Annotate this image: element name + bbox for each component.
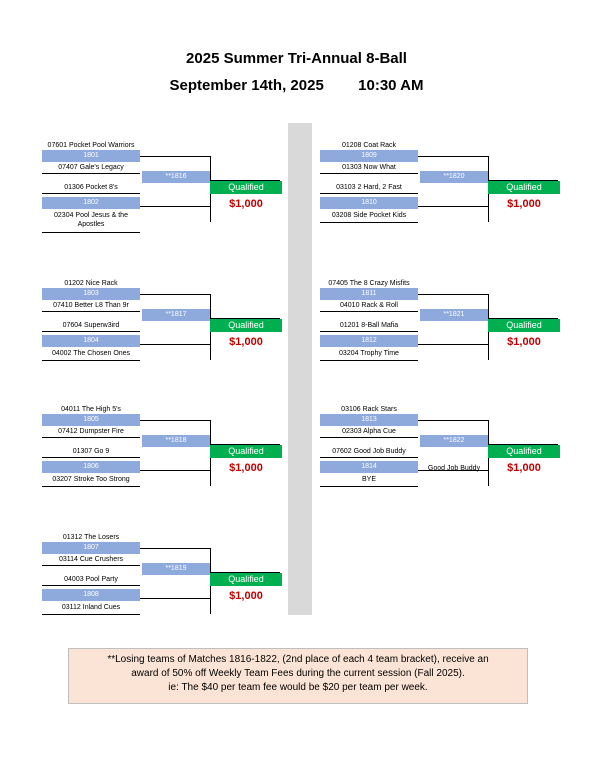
bracket-line xyxy=(418,206,488,207)
match-number: 1811 xyxy=(320,288,418,300)
bracket-line xyxy=(210,206,211,222)
team-name: 03204 Trophy Time xyxy=(320,347,418,361)
match-number: 1803 xyxy=(42,288,140,300)
bracket-line xyxy=(140,420,210,421)
team-name: 04002 The Chosen Ones xyxy=(42,347,140,361)
team-name: 07604 Superw3ird xyxy=(42,320,140,332)
team-name: 07602 Good Job Buddy xyxy=(320,446,418,458)
team-name: 07412 Dumpster Fire xyxy=(42,426,140,438)
bracket-line xyxy=(488,344,489,360)
prize-amount: $1,000 xyxy=(229,198,263,210)
team-name: 03106 Rack Stars xyxy=(320,404,418,416)
team-name: 03207 Stroke Too Strong xyxy=(42,473,140,487)
footnote-line-3: ie: The $40 per team fee would be $20 per team per week. xyxy=(168,682,428,693)
match-number: 1812 xyxy=(320,335,418,347)
team-name: 07407 Gale's Legacy xyxy=(42,162,140,174)
bracket-line xyxy=(140,548,210,549)
center-divider xyxy=(288,123,312,615)
bracket-line xyxy=(140,294,210,295)
qualified-badge: Qualified xyxy=(488,445,560,458)
team-name: BYE xyxy=(320,473,418,487)
bracket-line xyxy=(210,344,211,360)
match-number: 1808 xyxy=(42,589,140,601)
page-subtitle xyxy=(0,77,593,94)
team-name: 01303 Now What xyxy=(320,162,418,174)
footnote-line-2: award of 50% off Weekly Team Fees during the current session (Fall 2025). xyxy=(131,668,465,679)
match-number: 1805 xyxy=(42,414,140,426)
prize-amount: $1,000 xyxy=(507,462,541,474)
team-name: 03114 Cue Crushers xyxy=(42,554,140,566)
winner-match-number: **1817 xyxy=(142,309,210,321)
team-name: 04011 The High 5's xyxy=(42,404,140,416)
qualified-badge: Qualified xyxy=(488,319,560,332)
bracket-line xyxy=(140,156,210,157)
team-name: 01306 Pocket 8's xyxy=(42,182,140,194)
prize-amount: $1,000 xyxy=(229,462,263,474)
qualified-badge: Qualified xyxy=(210,573,282,586)
team-name: 01202 Nice Rack xyxy=(42,278,140,290)
winner-match-number: **1816 xyxy=(142,171,210,183)
footnote-line-1: **Losing teams of Matches 1816-1822, (2nd place of each 4 team bracket), receive an xyxy=(107,654,489,665)
prize-amount: $1,000 xyxy=(229,336,263,348)
team-name: 03103 2 Hard, 2 Fast xyxy=(320,182,418,194)
prize-amount: $1,000 xyxy=(507,198,541,210)
qualified-badge: Qualified xyxy=(210,319,282,332)
match-number: 1804 xyxy=(42,335,140,347)
winner-match-number: **1818 xyxy=(142,435,210,447)
team-name: 07405 The 8 Crazy Misfits xyxy=(320,278,418,290)
advancing-team: Good Job Buddy xyxy=(427,465,481,472)
bracket-line xyxy=(418,344,488,345)
team-name: 07410 Better L8 Than 9r xyxy=(42,300,140,312)
match-number: 1813 xyxy=(320,414,418,426)
qualified-badge: Qualified xyxy=(210,445,282,458)
bracket-line xyxy=(488,206,489,222)
team-name: 01201 8-Ball Mafia xyxy=(320,320,418,332)
bracket-line xyxy=(210,598,211,614)
team-name: 04003 Pool Party xyxy=(42,574,140,586)
match-number: 1810 xyxy=(320,197,418,209)
page-title: 2025 Summer Tri-Annual 8-Ball xyxy=(186,50,407,67)
bracket-line xyxy=(488,470,489,486)
event-time: 10:30 AM xyxy=(358,77,424,94)
team-name: 01208 Coat Rack xyxy=(320,140,418,152)
team-name: 04010 Rack & Roll xyxy=(320,300,418,312)
bracket-line xyxy=(418,294,488,295)
footnote-box xyxy=(68,648,528,704)
qualified-badge: Qualified xyxy=(210,181,282,194)
team-name: 07601 Pocket Pool Warriors xyxy=(42,140,140,152)
winner-match-number: **1820 xyxy=(420,171,488,183)
team-name: 01307 Go 9 xyxy=(42,446,140,458)
bracket-line xyxy=(140,344,210,345)
bracket-line xyxy=(210,470,211,486)
winner-match-number: **1822 xyxy=(420,435,488,447)
bracket-line xyxy=(418,420,488,421)
match-number: 1807 xyxy=(42,542,140,554)
team-name: 01312 The Losers xyxy=(42,532,140,544)
match-number: 1802 xyxy=(42,197,140,209)
winner-match-number: **1821 xyxy=(420,309,488,321)
event-date: September 14th, 2025 xyxy=(169,77,324,94)
bracket-line xyxy=(140,206,210,207)
team-name: 03112 Inland Cues xyxy=(42,601,140,615)
bracket-line xyxy=(140,470,210,471)
prize-amount: $1,000 xyxy=(229,590,263,602)
winner-match-number: **1819 xyxy=(142,563,210,575)
team-name: 02303 Alpha Cue xyxy=(320,426,418,438)
team-name: 03208 Side Pocket Kids xyxy=(320,209,418,223)
bracket-line xyxy=(418,156,488,157)
match-number: 1801 xyxy=(42,150,140,162)
qualified-badge: Qualified xyxy=(488,181,560,194)
team-name: 02304 Pool Jesus & the Apostles xyxy=(42,209,140,233)
match-number: 1806 xyxy=(42,461,140,473)
match-number: 1814 xyxy=(320,461,418,473)
match-number: 1809 xyxy=(320,150,418,162)
bracket-line xyxy=(140,598,210,599)
prize-amount: $1,000 xyxy=(507,336,541,348)
